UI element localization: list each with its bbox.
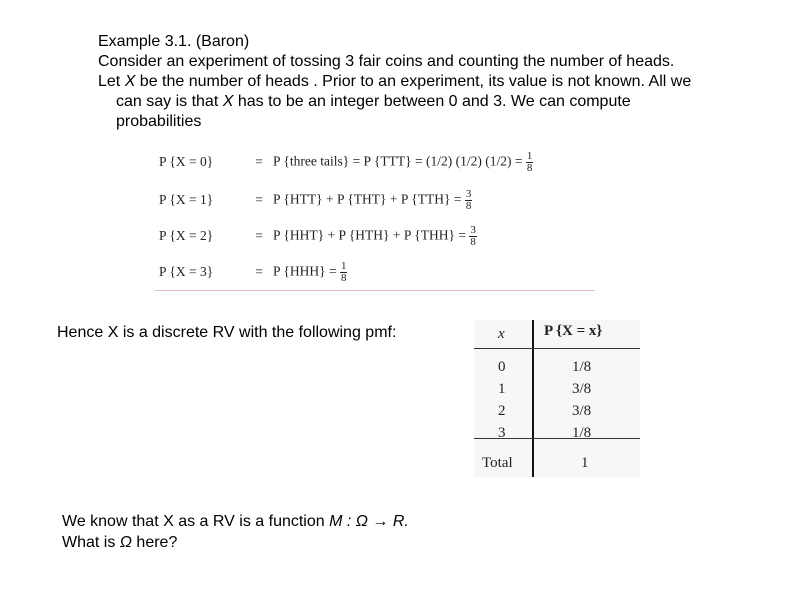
equation-lhs: P {X = 3} xyxy=(159,263,214,279)
equation-row: P {X = 2} = P {HHT} + P {HTH} + P {THH} = $\frac{3}{8}$ xyxy=(159,224,476,248)
equation-rhs: P {three tails} = P {TTT} = (1/2) (1/2) (1/2) = xyxy=(273,153,523,169)
closing-text xyxy=(62,511,409,553)
equation-row: P {X = 1} = P {HTT} + P {THT} + P {TTH} = $\frac{3}{8}$ xyxy=(159,188,472,212)
equation-row: P {X = 3} = P {HHH} = $\frac{1}{8}$ xyxy=(159,260,347,284)
equation-lhs: P {X = 1} xyxy=(159,191,214,207)
closing-line-2-post: here? xyxy=(131,534,178,551)
equation-lhs: P {X = 0} xyxy=(159,153,214,169)
table-cell: 3 xyxy=(498,425,506,441)
table-divider xyxy=(474,348,640,349)
intro-line-3-post: has to be an integer between 0 and 3. We can compute xyxy=(233,93,631,110)
closing-line-1-pre: We know that X as a RV is a function xyxy=(62,513,330,530)
closing-line-1-math: M : Ω → R. xyxy=(329,513,409,530)
intro-text xyxy=(98,32,778,132)
example-heading: Example 3.1. (Baron) xyxy=(98,33,250,50)
table-header-p: P {X = x} xyxy=(544,323,603,339)
table-x-column xyxy=(498,356,506,444)
intro-line-3-pre: can say is that xyxy=(116,93,223,110)
closing-line-2 xyxy=(62,532,409,553)
table-cell: 2 xyxy=(498,403,506,419)
table-cell: 1/8 xyxy=(572,425,592,441)
equation-fraction: $\frac{3}{8}$ xyxy=(470,224,476,248)
equation-rhs: P {HHT} + P {HTH} + P {THH} = xyxy=(273,227,466,243)
table-cell: 1/8 xyxy=(572,359,592,375)
table-total-value: 1 xyxy=(581,455,589,471)
table-total-label: Total xyxy=(482,455,513,471)
table-divider xyxy=(532,320,534,477)
table-cell: 0 xyxy=(498,359,506,375)
equation-fraction: $\frac{3}{8}$ xyxy=(465,188,472,212)
intro-line-1: Consider an experiment of tossing 3 fair coins and counting the number of heads. xyxy=(98,53,675,70)
intro-line-2-post: be the number of heads . Prior to an experiment, its value is not known. All we xyxy=(135,73,692,90)
intro-line-4: probabilities xyxy=(116,113,202,130)
intro-line-3 xyxy=(98,92,716,112)
table-header-x: x xyxy=(498,326,505,342)
table-cell: 3/8 xyxy=(572,381,592,397)
pmf-table xyxy=(474,320,640,477)
intro-line-2-var: X xyxy=(124,73,136,90)
intro-line-2 xyxy=(98,72,778,92)
table-cell: 1 xyxy=(498,381,506,397)
intro-line-3-var: X xyxy=(222,93,234,110)
equation-fraction: $\frac{1}{8}$ xyxy=(340,260,347,284)
intro-line-2-pre: Let xyxy=(98,73,125,90)
equation-fraction: $\frac{1}{8}$ xyxy=(526,150,533,174)
closing-line-1 xyxy=(62,511,409,532)
equation-rhs: P {HHH} = xyxy=(273,263,337,279)
table-cell: 3/8 xyxy=(572,403,592,419)
equation-row: P {X = 0} = P {three tails} = P {TTT} = (1/2) (1/2) (1/2) = $\frac{1}{8}$ xyxy=(159,150,533,174)
equation-rhs: P {HTT} + P {THT} + P {TTH} = xyxy=(273,191,462,207)
closing-line-2-pre: What is xyxy=(62,534,120,551)
table-p-column xyxy=(572,356,591,444)
probability-equations xyxy=(155,143,595,291)
closing-line-2-math: Ω xyxy=(119,534,132,551)
equation-lhs: P {X = 2} xyxy=(159,227,214,243)
hence-text: Hence X is a discrete RV with the following pmf: xyxy=(57,324,397,341)
